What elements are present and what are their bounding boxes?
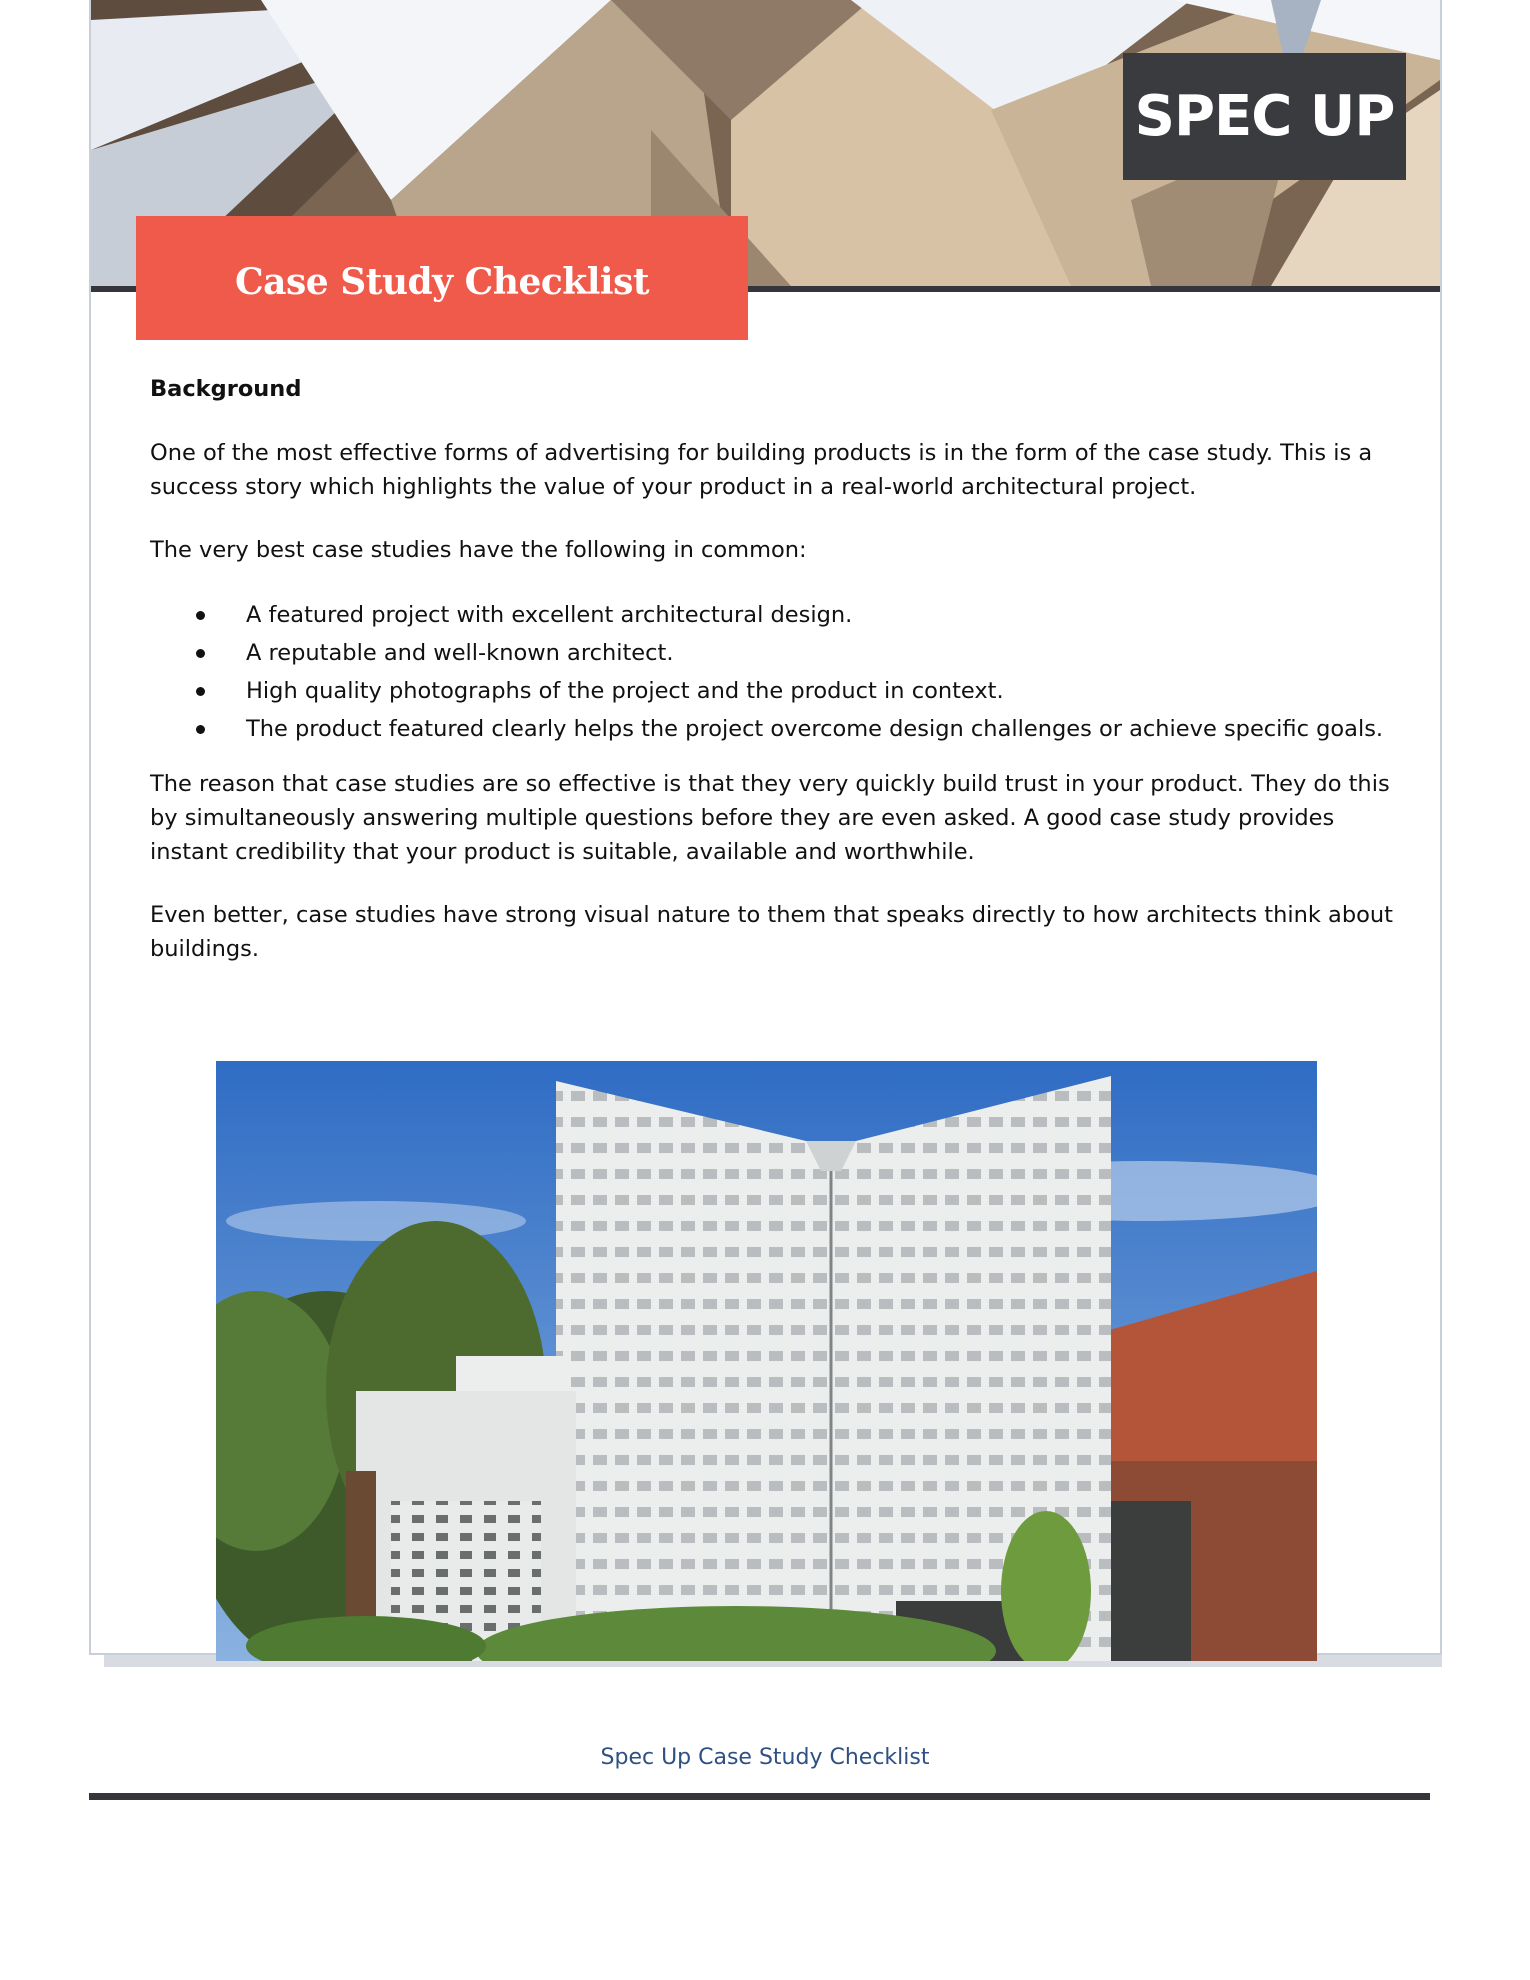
bullet-icon bbox=[196, 649, 205, 658]
paragraph-common: The very best case studies have the following in common: bbox=[150, 537, 807, 563]
bullet-icon bbox=[196, 611, 205, 620]
list-item: A featured project with excellent architectural design. bbox=[246, 596, 1395, 634]
title-banner bbox=[136, 216, 748, 340]
building-photo bbox=[216, 1061, 1317, 1661]
paragraph-intro: One of the most effective forms of advertising for building products is in the form of the case study. This is a success story which highlights the value of your product in a real-world architectural project. bbox=[150, 440, 1373, 500]
body-content bbox=[150, 372, 1395, 995]
footer-divider bbox=[89, 1793, 1430, 1800]
list-item: A reputable and well-known architect. bbox=[246, 634, 1395, 672]
section-heading: Background bbox=[150, 376, 302, 402]
checklist bbox=[150, 596, 1395, 748]
spec-up-logo bbox=[1123, 53, 1406, 180]
list-item: High quality photographs of the project and the product in context. bbox=[246, 672, 1395, 710]
bullet-icon bbox=[196, 687, 205, 696]
footer-title: Spec Up Case Study Checklist bbox=[600, 1745, 930, 1770]
page-title: Case Study Checklist bbox=[235, 261, 649, 303]
paragraph-visual: Even better, case studies have strong visual nature to them that speaks directly to how architects think about buildings. bbox=[150, 902, 1393, 962]
bullet-icon bbox=[196, 725, 205, 734]
logo-text: SPEC UP bbox=[1134, 84, 1395, 149]
paragraph-reason: The reason that case studies are so effective is that they very quickly build trust in your product. They do this by simultaneously answering multiple questions before they are even asked. A good case study provides instant credibility that your product is suitable, available and worthwhile. bbox=[150, 771, 1390, 865]
list-item: The product featured clearly helps the project overcome design challenges or achieve specific goals. bbox=[246, 710, 1395, 748]
